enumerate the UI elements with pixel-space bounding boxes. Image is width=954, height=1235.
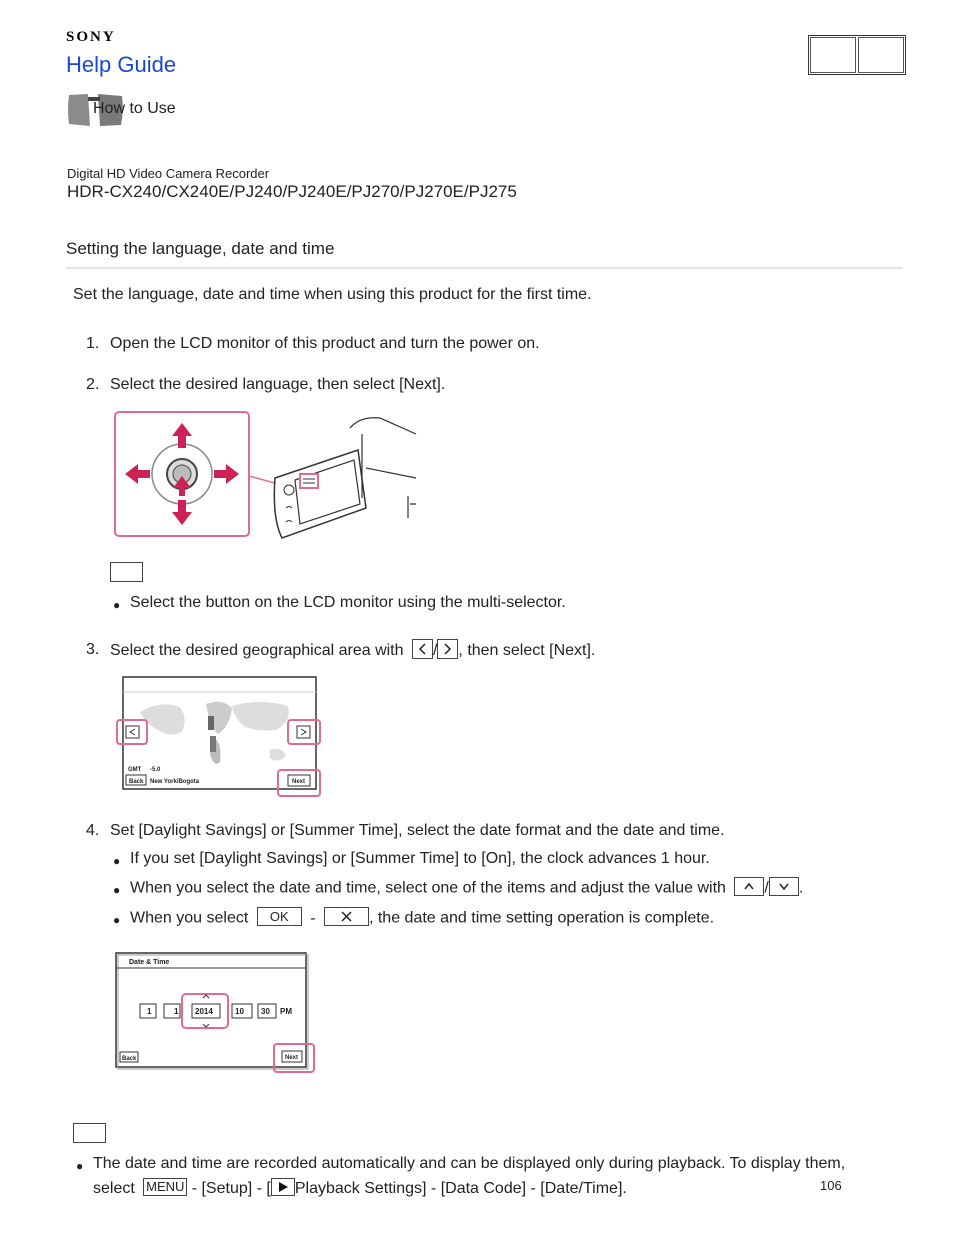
next-button-label: Next [285, 1055, 299, 1061]
note-setup-text: - [Setup] - [ [191, 1180, 271, 1198]
note-line-2 [93, 1180, 627, 1198]
ampm-value: PM [280, 1007, 292, 1016]
bullet-icon: ● [113, 598, 121, 612]
title-divider [66, 267, 903, 269]
multi-selector-illustration [110, 408, 420, 544]
next-button-label: Next [292, 779, 306, 785]
bullet-text-after: . [798, 879, 804, 897]
playback-icon [271, 1178, 295, 1196]
bullet-text-before: When you select the date and time, select one of the items and adjust the value with [130, 879, 726, 897]
step-text-after: , then select [Next]. [458, 642, 596, 660]
back-button-label: Back [129, 779, 144, 785]
hint-label-box [110, 562, 143, 582]
ok-button-icon: OK [257, 907, 302, 926]
step-number: 3. [86, 641, 100, 658]
bullet-icon: ● [113, 913, 121, 927]
hint-text: Select the button on the LCD monitor using the multi-selector. [130, 594, 566, 611]
hour-value: 10 [235, 1007, 244, 1016]
back-button-label: Back [122, 1056, 137, 1062]
right-arrow-button-icon [437, 639, 458, 659]
bullet-icon: ● [113, 883, 121, 897]
product-subtitle: Digital HD Video Camera Recorder [67, 166, 270, 181]
step-text: Open the LCD monitor of this product and turn the power on. [110, 335, 540, 352]
nav-button-next[interactable] [858, 37, 904, 73]
step-text: Select the desired language, then select [Next]. [110, 376, 446, 393]
intro-text: Set the language, date and time when using this product for the first time. [73, 286, 592, 303]
gmt-value: -5.0 [150, 767, 161, 773]
step-number: 2. [86, 376, 100, 393]
sony-logo: SONY [66, 29, 116, 45]
menu-button-icon: MENU [143, 1178, 187, 1196]
step-text: Set [Daylight Savings] or [Summer Time], select the date format and the date and time. [110, 822, 725, 839]
close-button-icon [324, 907, 369, 926]
bullet-icon: ● [76, 1159, 84, 1173]
bullet-icon: ● [113, 854, 121, 868]
note-select-text: select [93, 1180, 135, 1198]
bullet-text-after: , the date and time setting operation is complete. [368, 909, 715, 927]
minute-value: 30 [261, 1007, 270, 1016]
nav-button-prev[interactable] [810, 37, 856, 73]
sep-slash: / [432, 642, 438, 660]
bullet-text: If you set [Daylight Savings] or [Summer Time] to [On], the clock advances 1 hour. [130, 850, 710, 867]
note-label-box [73, 1123, 106, 1143]
gmt-label: GMT [128, 767, 142, 773]
product-model: HDR-CX240/CX240E/PJ240/PJ240E/PJ270/PJ270E/PJ275 [67, 182, 517, 201]
step-number: 1. [86, 335, 100, 352]
day-value: 1 [174, 1007, 179, 1016]
bullet-text-before: When you select [130, 909, 249, 927]
up-arrow-button-icon [734, 877, 764, 896]
year-value: 2014 [195, 1007, 213, 1016]
help-guide-link[interactable]: Help Guide [66, 52, 177, 77]
step-text [110, 641, 595, 661]
region-label: New York/Bogota [150, 779, 200, 785]
sep-slash: / [764, 879, 769, 897]
down-arrow-button-icon [769, 877, 799, 896]
nav-buttons [808, 35, 906, 75]
date-time-title: Date & Time [129, 959, 170, 966]
area-selection-screen [110, 672, 330, 800]
date-time-screen [110, 948, 320, 1076]
page-number: 106 [820, 1178, 842, 1193]
month-value: 1 [147, 1007, 152, 1016]
page-title: Setting the language, date and time [66, 239, 335, 258]
note-end-text: Playback Settings] - [Data Code] - [Date/Time]. [294, 1180, 627, 1198]
note-line-1: The date and time are recorded automatically and can be displayed only during playback. To display them, [93, 1155, 846, 1172]
left-arrow-button-icon [412, 639, 433, 659]
section-label: How to Use [93, 100, 176, 117]
step-number: 4. [86, 822, 100, 839]
bullet-text [130, 879, 803, 898]
bullet-text [130, 909, 714, 928]
dash: - [310, 909, 316, 927]
step-text-before: Select the desired geographical area with [110, 642, 404, 660]
